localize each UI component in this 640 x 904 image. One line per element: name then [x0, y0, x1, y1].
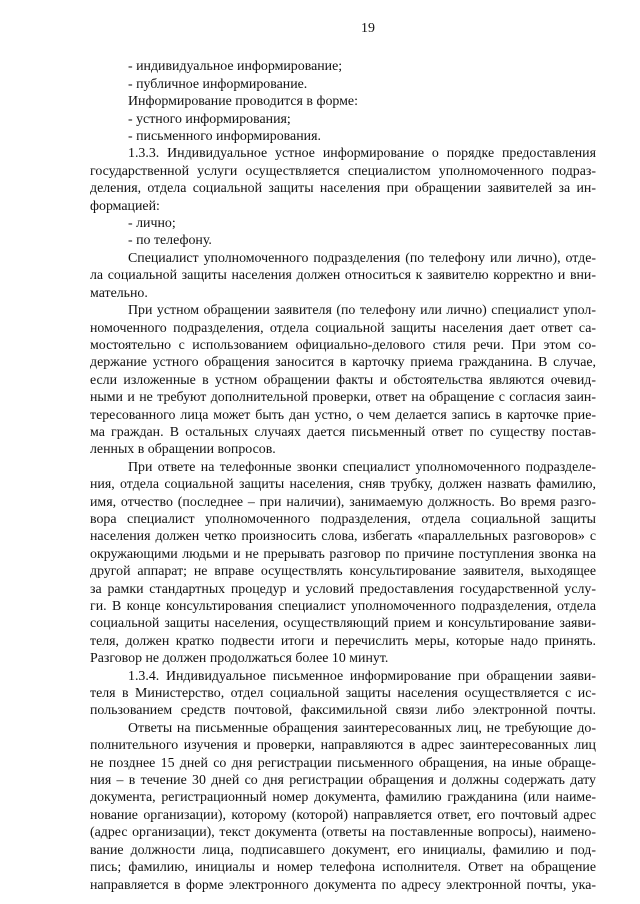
text-line: не позднее 15 дней со дня регистрации письменного обращения, на иные обраще-: [90, 755, 596, 771]
text-line: мостоятельно с использованием официально-делового стиля речи. При этом со-: [90, 337, 596, 353]
text-line: - письменного информирования.: [128, 129, 321, 145]
text-line: Разговор не должен продолжаться более 10 минут.: [90, 651, 389, 667]
text-line: теля в Министерство, отдел социальной защиты населения осуществляется с ис-: [90, 686, 596, 702]
text-line: направляется в форме электронного документа по адресу электронной почты, ука-: [90, 877, 596, 893]
text-line: если изложенные в устном обращении факты и обстоятельства являются очевид-: [90, 372, 596, 388]
text-line: вание должности лица, подписавшего документ, его инициалы, фамилию и под-: [90, 842, 596, 858]
text-line: полнительного изучения и проверки, направляются в адрес заинтересованных лиц: [90, 738, 596, 754]
body-text: [90, 58, 596, 894]
text-line: вора специалист уполномоченного подразделения, отдела социальной защиты: [90, 511, 596, 527]
text-line: При ответе на телефонные звонки специалист уполномоченного подразделе-: [128, 459, 596, 475]
text-line: ма граждан. В остальных случаях дается письменный ответ по существу постав-: [90, 424, 596, 440]
text-line: ния – в течение 30 дней со дня регистрации обращения и должны содержать дату: [90, 773, 596, 789]
text-line: 1.3.3. Индивидуальное устное информирование о порядке предоставления: [128, 146, 596, 162]
text-line: - лично;: [128, 216, 176, 232]
text-line: за рамки стандартных процедур и условий предоставления государственной услу-: [90, 581, 596, 597]
text-line: (адрес организации), текст документа (ответы на поставленные вопросы), наимено-: [90, 825, 596, 841]
text-line: пись; фамилию, инициалы и номер телефона исполнителя. Ответ на обращение: [90, 860, 596, 876]
page-number: 19: [361, 21, 375, 36]
text-line: государственной услуги осуществляется специалистом уполномоченного подраз-: [90, 163, 596, 179]
text-line: - по телефону.: [128, 233, 212, 249]
text-line: формацией:: [90, 198, 160, 214]
text-line: другой аппарат; не вправе осуществлять консультирование заявителя, выходящее: [90, 564, 596, 580]
text-line: нование организации), которому (которой) направляется ответ, его почтовый адрес: [90, 807, 596, 823]
text-line: окружающими людьми и не прерывать разговор по причине поступления звонка на: [90, 546, 596, 562]
text-line: - устного информирования;: [128, 111, 291, 127]
text-line: пользованием средств почтовой, факсимильной связи либо электронной почты.: [90, 703, 596, 719]
text-line: Специалист уполномоченного подразделения (по телефону или лично), отде-: [128, 250, 596, 266]
text-line: ния, отдела социальной защиты населения, сняв трубку, должен назвать фамилию,: [90, 477, 596, 493]
text-line: держание устного обращения заносится в карточку приема гражданина. В случае,: [90, 355, 596, 371]
text-line: При устном обращении заявителя (по телефону или лично) специалист упол-: [128, 303, 596, 319]
text-line: теля, должен кратко подвести итоги и перечислить меры, которые надо принять.: [90, 633, 596, 649]
text-line: Ответы на письменные обращения заинтересованных лиц, не требующие до-: [128, 720, 596, 736]
text-line: ленных в обращении вопросов.: [90, 442, 276, 458]
text-line: ными и не требуют дополнительной проверки, ответ на обращение с согласия заин-: [90, 390, 596, 406]
text-line: населения должен четко произносить слова, избегать «параллельных разговоров» с: [90, 529, 596, 545]
text-line: документа, регистрационный номер документа, фамилию гражданина (или наиме-: [90, 790, 596, 806]
text-line: Информирование проводится в форме:: [128, 94, 358, 110]
text-line: - индивидуальное информирование;: [128, 59, 343, 75]
text-line: мательно.: [90, 285, 148, 301]
text-line: тересованного лица может быть дан устно, о чем делается запись в карточке прие-: [90, 407, 596, 423]
text-line: номоченного подразделения, отдела социальной защиты населения дает ответ са-: [90, 320, 596, 336]
text-line: ла социальной защиты населения должен относиться к заявителю корректно и вни-: [90, 268, 596, 284]
text-line: 1.3.4. Индивидуальное письменное информирование при обращении заяви-: [128, 668, 596, 684]
text-line: деления, отдела социальной защиты населения при обращении заявителей за ин-: [90, 181, 596, 197]
text-line: - публичное информирование.: [128, 76, 308, 92]
text-line: социальной защиты населения, осуществляющий прием и консультирование заяви-: [90, 616, 596, 632]
text-line: имя, отчество (последнее – при наличии), занимаемую должность. Во время разго-: [90, 494, 596, 510]
text-line: ги. В конце консультирования специалист уполномоченного подразделения, отдела: [90, 599, 596, 614]
